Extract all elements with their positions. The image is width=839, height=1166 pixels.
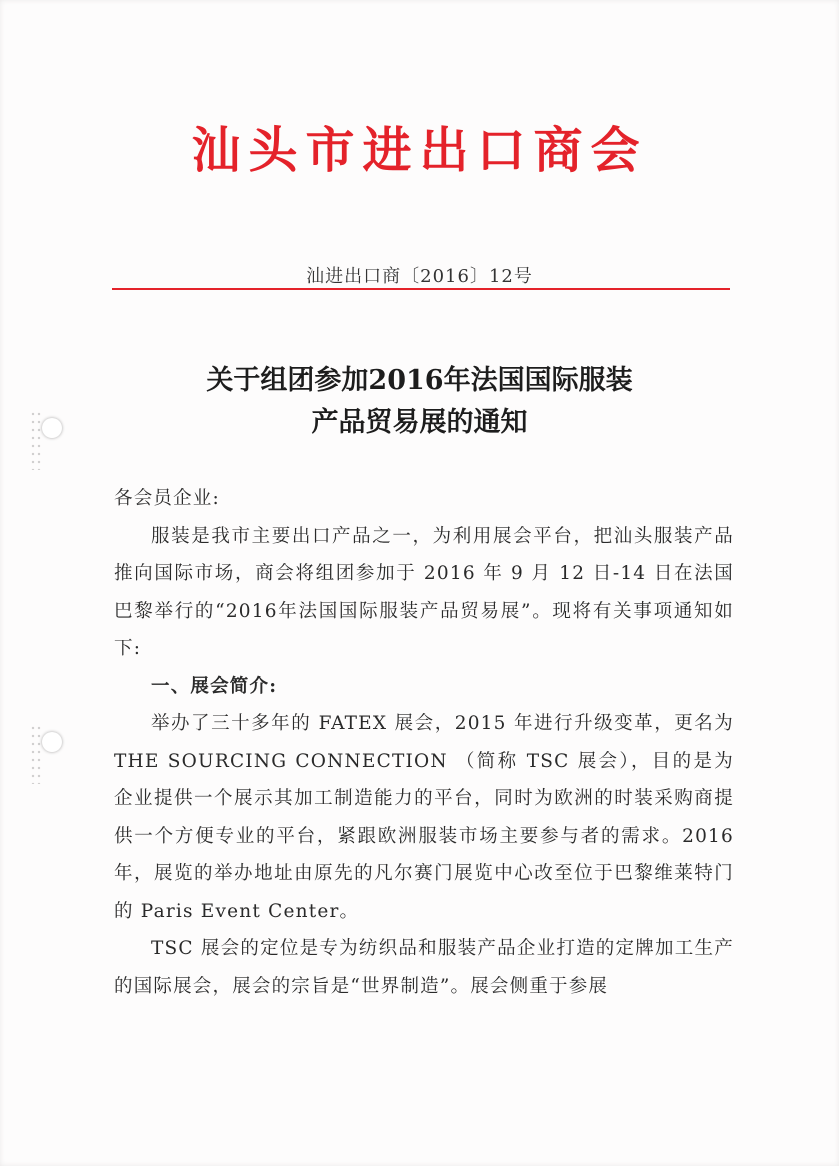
letterhead-divider xyxy=(112,288,730,290)
document-title-line2: 产品贸易展的通知 xyxy=(311,407,528,438)
body-paragraph: 举办了三十多年的 FATEX 展会，2015 年进行升级变革，更名为 THE SOURCING CONNECTION （简称 TSC 展会），目的是为企业提供一个展示其加工制造能力的平台，同时为欧洲的时装采购商提供一个方便专业的平台，紧跟欧洲服装市场主要参与者的需求。2016 年，展览的举办地址由原先的凡尔赛门展览中心改至位于巴黎维莱特门的 Paris Event Center。 xyxy=(114,713,734,922)
salutation: 各会员企业: xyxy=(114,488,220,509)
body-paragraph: TSC 展会的定位是专为纺织品和服装产品企业打造的定牌加工生产的国际展会，展会的宗旨是“世界制造”。展会侧重于参展 xyxy=(114,938,734,997)
document-number: 汕进出口商〔2016〕12号 xyxy=(306,266,533,287)
section-heading: 一、展会简介: xyxy=(151,675,278,697)
body-paragraph: 服装是我市主要出口产品之一，为利用展会平台，把汕头服装产品推向国际市场，商会将组团参加于 2016 年 9 月 12 日-14 日在法国巴黎举行的“2016年法国国际服装产品贸易展”。现将有关事项通知如下: xyxy=(114,525,734,659)
document-title-line1: 关于组团参加2016年法国国际服装 xyxy=(206,365,633,396)
letterhead-organization: 汕头市进出口商会 xyxy=(191,121,648,179)
document-body xyxy=(114,480,734,1005)
document-title xyxy=(0,360,839,444)
punch-hole xyxy=(42,732,62,752)
binding-marks xyxy=(30,724,42,784)
